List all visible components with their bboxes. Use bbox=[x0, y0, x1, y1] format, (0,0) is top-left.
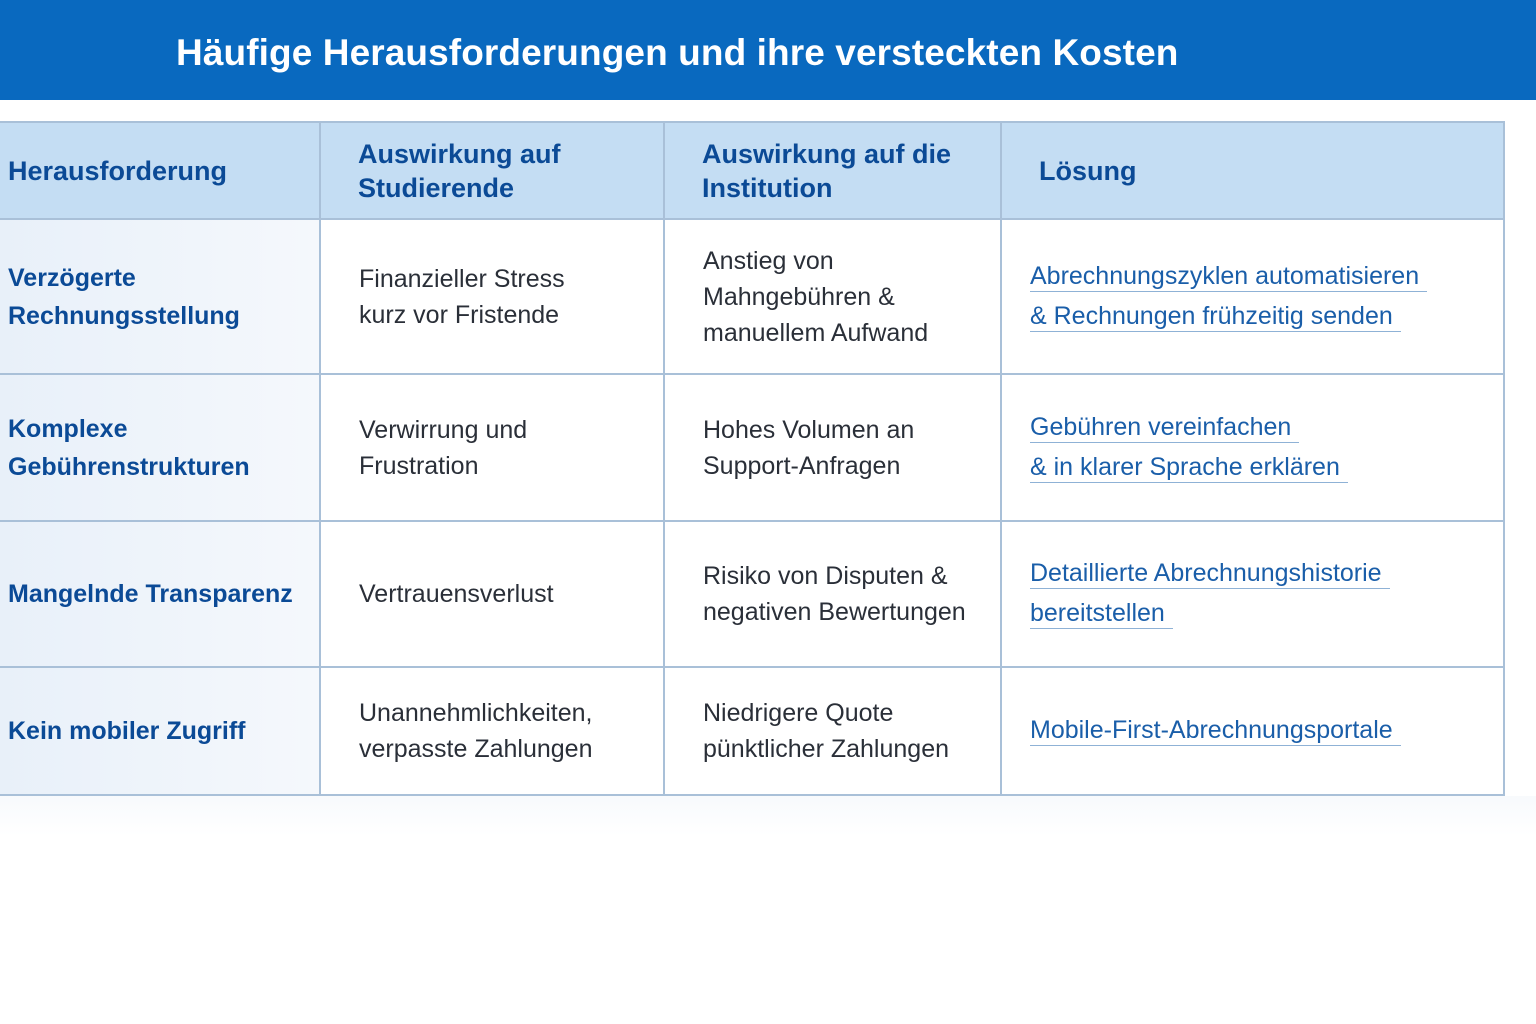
cell-line: manuellem Aufwand bbox=[703, 318, 929, 347]
institution-impact-cell bbox=[664, 374, 1001, 521]
table-row bbox=[0, 374, 1504, 521]
cell-line: Hohes Volumen an bbox=[703, 415, 915, 444]
cell-line: negativen Bewertungen bbox=[703, 598, 966, 626]
cell-line: Anstieg von bbox=[703, 246, 834, 275]
title-banner bbox=[0, 0, 1536, 100]
header-solution bbox=[1001, 122, 1504, 219]
table-shadow bbox=[0, 796, 1536, 836]
solution-link[interactable]: Gebühren vereinfachen bbox=[1030, 412, 1299, 443]
cell-line: Komplexe bbox=[8, 414, 128, 443]
cell-line: Niedrigere Quote bbox=[703, 699, 894, 727]
institution-impact-cell bbox=[664, 521, 1001, 667]
student-impact-cell bbox=[320, 374, 664, 521]
student-impact-cell bbox=[320, 667, 664, 795]
header-institution-impact bbox=[664, 122, 1001, 219]
student-impact-cell bbox=[320, 521, 664, 667]
cell-line: Unannehmlichkeiten, bbox=[359, 699, 593, 727]
cell-line: Verzögerte bbox=[8, 263, 136, 292]
table-row bbox=[0, 667, 1504, 795]
solution-link[interactable]: & Rechnungen frühzeitig senden bbox=[1030, 301, 1401, 332]
header-line: Auswirkung auf die bbox=[702, 138, 952, 169]
solution-cell bbox=[1001, 667, 1504, 795]
solution-link[interactable]: Detaillierte Abrechnungshistorie bbox=[1030, 558, 1390, 589]
institution-impact-cell bbox=[664, 219, 1001, 374]
cell-line: Risiko von Disputen & bbox=[703, 562, 948, 590]
header-challenge bbox=[0, 122, 320, 219]
cell-line: Mahngebühren & bbox=[703, 282, 895, 311]
cell-line: Frustration bbox=[359, 451, 479, 480]
cell-line: Gebührenstrukturen bbox=[8, 452, 250, 481]
cell-line: kurz vor Fristende bbox=[359, 300, 560, 329]
student-impact-cell bbox=[320, 219, 664, 374]
solution-link[interactable]: Mobile-First-Abrechnungsportale bbox=[1030, 715, 1401, 746]
cell-line: Rechnungsstellung bbox=[8, 301, 240, 330]
solution-cell bbox=[1001, 219, 1504, 374]
header-line: Institution bbox=[702, 172, 833, 203]
challenge-cell bbox=[0, 667, 320, 795]
cell-line: Finanzieller Stress bbox=[359, 264, 565, 293]
challenge-cell bbox=[0, 374, 320, 521]
table-header-row bbox=[0, 122, 1504, 219]
cell-line: Verwirrung und bbox=[359, 415, 528, 444]
solution-link[interactable]: bereitstellen bbox=[1030, 598, 1173, 629]
header-line: Lösung bbox=[1039, 155, 1137, 186]
challenge-cell bbox=[0, 219, 320, 374]
cell-line: pünktlicher Zahlungen bbox=[703, 735, 949, 763]
header-student-impact bbox=[320, 122, 664, 219]
header-line: Auswirkung auf bbox=[358, 138, 561, 169]
cell-line: Kein mobiler Zugriff bbox=[8, 717, 246, 745]
institution-impact-cell bbox=[664, 667, 1001, 795]
solution-cell bbox=[1001, 521, 1504, 667]
cell-line: Mangelnde Transparenz bbox=[8, 580, 293, 608]
challenge-cell bbox=[0, 521, 320, 667]
header-line: Herausforderung bbox=[8, 155, 228, 186]
page-title: Häufige Herausforderungen und ihre versteckten Kosten bbox=[176, 32, 1179, 73]
solution-cell bbox=[1001, 374, 1504, 521]
cell-line: verpasste Zahlungen bbox=[359, 735, 593, 763]
solution-link[interactable]: Abrechnungszyklen automatisieren bbox=[1030, 261, 1427, 292]
header-line: Studierende bbox=[358, 172, 515, 203]
table-row bbox=[0, 219, 1504, 374]
cell-line: Support-Anfragen bbox=[703, 451, 901, 480]
table-row bbox=[0, 521, 1504, 667]
cell-line: Vertrauensverlust bbox=[359, 580, 554, 608]
challenges-table bbox=[0, 121, 1505, 796]
solution-link[interactable]: & in klarer Sprache erklären bbox=[1030, 452, 1348, 483]
